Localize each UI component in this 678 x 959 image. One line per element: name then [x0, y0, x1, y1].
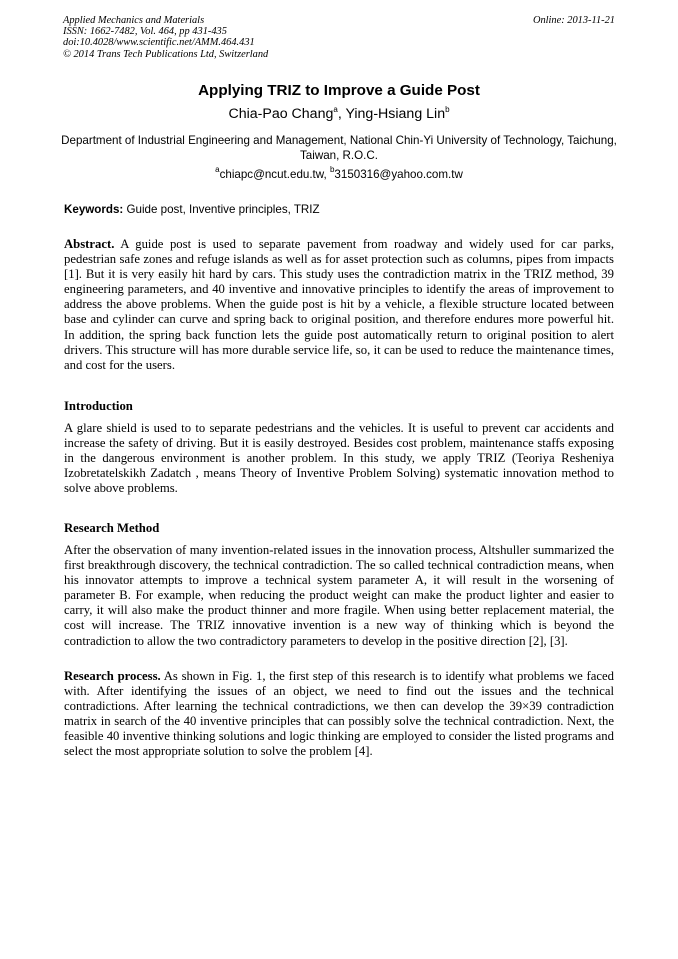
abstract-text: A guide post is used to separate pavement from roadway and widely used for car parks, pedestrian safe zones and refuge islands as well as for asset protection such as columns, pipes from impacts [1]. But it is very easily hit hard by cars. This study uses the contradiction matrix in the TRIZ method, 39 engineering parameters, and 40 inventive and innovative principles to identify the areas of improvement to address the above problems. When the guide post is hit by a vehicle, a flexible structure located between base and cylinder can curve and spring back to original position, and therefore endures more powerful hit. In addition, the spring back function lets the guide post automatically return to original position to alert drivers. This structure will has more durable service life, so, it can be used to reduce the maintenance times, and cost for the users.: [64, 237, 614, 372]
research-process-paragraph: [64, 669, 614, 760]
email-b-mark: b: [329, 165, 335, 174]
research-method-text: After the observation of many invention-related issues in the innovation process, Altshuller summarized the first breakthrough discovery, the technical contradiction. The so called technical contradiction means, when his innovator attempts to improve a technical system parameter A, it will result in the worsening of parameter B. For example, when reducing the product weight can make the product lighter and easier to carry, it will also make the product thinner and more fragile. When using better replacement material, the cost will increase. The TRIZ innovative invention is a new way of thinking which is beyond the contradiction to allow the two contradictory parameters to develop in the positive direction [2], [3].: [64, 543, 614, 648]
journal-issn: ISSN: 1662-7482, Vol. 464, pp 431-435: [63, 26, 227, 38]
online-date: Online: 2013-11-21: [532, 15, 615, 26]
author-1: Chia-Pao Chang: [228, 106, 334, 122]
journal-header: [63, 15, 615, 60]
abstract-label: Abstract.: [64, 237, 115, 251]
email-a: chiapc@ncut.edu.tw: [219, 168, 324, 181]
journal-doi: doi:10.4028/www.scientific.net/AMM.464.431: [63, 37, 255, 49]
research-process-text: As shown in Fig. 1, the first step of this research is to identify what problems we faced with. After identifying the issues of an object, we need to find out the issues and the technical contradictions. After learning the technical contradictions, we then can develop the 39×39 contradiction matrix in search of the 40 inventive principles that can possibly solve the technical contradiction. Next, the feasible 40 inventive thinking solutions and logic thinking are employed to consider the listed programs and select the most appropriate solution to solve the problem [4].: [64, 669, 614, 759]
email-b: 3150316@yahoo.com.tw: [334, 168, 463, 181]
journal-copyright: © 2014 Trans Tech Publications Ltd, Switzerland: [63, 48, 269, 60]
journal-name: Applied Mechanics and Materials: [63, 15, 205, 26]
research-method-heading: Research Method: [64, 521, 160, 535]
keywords: [64, 203, 614, 216]
author-1-affil-mark: a: [333, 105, 338, 114]
email-separator: ,: [323, 168, 330, 181]
paper-title: Applying TRIZ to Improve a Guide Post: [198, 82, 480, 99]
introduction-heading: Introduction: [64, 399, 133, 413]
author-line: [0, 106, 678, 122]
author-2: Ying-Hsiang Lin: [345, 106, 446, 122]
email-line: [0, 165, 678, 181]
author-separator: ,: [337, 106, 346, 122]
keywords-text: Guide post, Inventive principles, TRIZ: [123, 203, 320, 216]
author-2-affil-mark: b: [445, 105, 450, 114]
introduction-text: A glare shield is used to to separate pedestrians and the vehicles. It is useful to prevent car accidents and increase the safety of driving. But it is easily destroyed. Besides cost problem, maintenance staffs exposing in the dangerous environment is another problem. In this study, we apply TRIZ (Teoriya Resheniya Izobretatelskikh Zadatch , means Theory of Inventive Problem Solving) systematic innovation method to solve above problems.: [64, 421, 614, 496]
affiliation: Department of Industrial Engineering and Management, National Chin-Yi University of Technology, Taichung, Taiwan, R.O.C.: [61, 134, 617, 162]
keywords-label: Keywords:: [64, 203, 124, 216]
research-process-label: Research process.: [64, 669, 161, 683]
abstract: [64, 237, 614, 373]
email-a-mark: a: [215, 165, 220, 174]
